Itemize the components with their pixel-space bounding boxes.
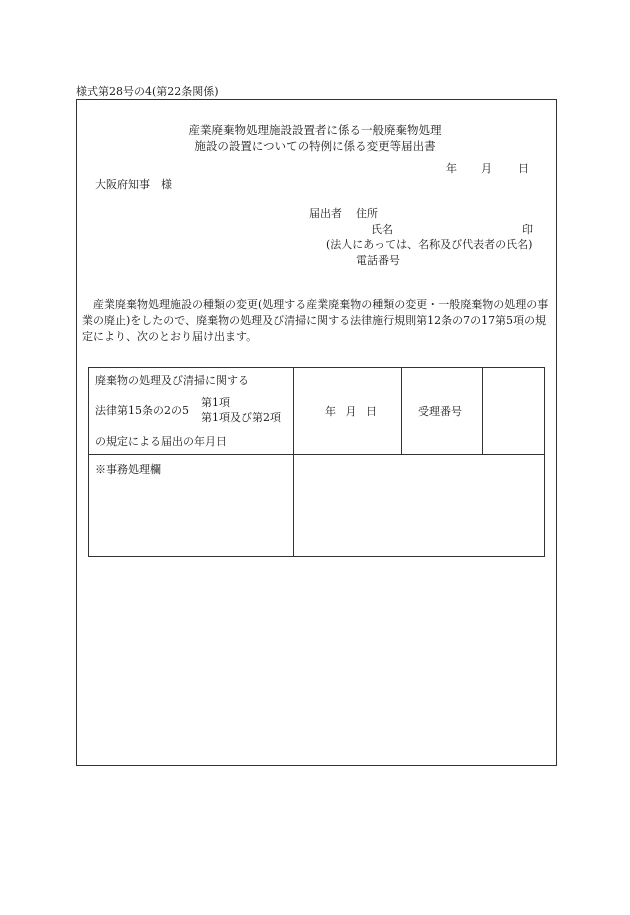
seal-mark: 印 bbox=[522, 223, 533, 236]
table-divider-vertical-2 bbox=[401, 368, 402, 454]
table-divider-vertical-3 bbox=[482, 368, 483, 454]
office-use-label: ※事務処理欄 bbox=[95, 463, 161, 476]
form-title-line-2: 施設の設置についての特例に係る変更等届出書 bbox=[194, 139, 436, 153]
notification-body-text: 産業廃棄物処理施設の種類の変更(処理する産業廃棄物の種類の変更・一般廃棄物の処理の事業の廃止)をしたので、廃棄物の処理及び清掃に関する法律施行規則第12条の7の17第5項の規定により、次のとおり届け出ます。 bbox=[82, 298, 549, 343]
law-reference-line-3: の規定による届出の年月日 bbox=[95, 435, 227, 448]
form-number-label: 様式第28号の4(第22条関係) bbox=[76, 85, 219, 98]
date-day-label: 日 bbox=[518, 162, 529, 175]
address-label: 住所 bbox=[356, 207, 378, 220]
date-month-label: 月 bbox=[481, 162, 492, 175]
registration-table bbox=[88, 367, 545, 557]
notification-date-field: 年 月 日 bbox=[325, 405, 377, 418]
addressee: 大阪府知事 様 bbox=[95, 178, 172, 191]
paragraph-option-1: 第1項 bbox=[201, 396, 230, 409]
table-divider-horizontal bbox=[89, 454, 544, 455]
table-divider-vertical-1 bbox=[293, 368, 294, 557]
notifier-label: 届出者 bbox=[309, 207, 342, 220]
law-reference-line-2: 法律第15条の2の5 bbox=[95, 404, 189, 417]
date-year-label: 年 bbox=[446, 162, 457, 175]
name-label: 氏名 bbox=[371, 223, 393, 236]
form-title-line-1: 産業廃棄物処理施設設置者に係る一般廃棄物処理 bbox=[188, 123, 442, 137]
law-reference-line-1: 廃棄物の処理及び清掃に関する bbox=[95, 374, 249, 387]
submission-date bbox=[446, 163, 529, 174]
paragraph-option-2: 第1項及び第2項 bbox=[201, 411, 281, 424]
receipt-number-label: 受理番号 bbox=[418, 405, 462, 418]
corporation-note: (法人にあっては、名称及び代表者の氏名) bbox=[326, 238, 533, 251]
phone-label: 電話番号 bbox=[356, 254, 400, 267]
